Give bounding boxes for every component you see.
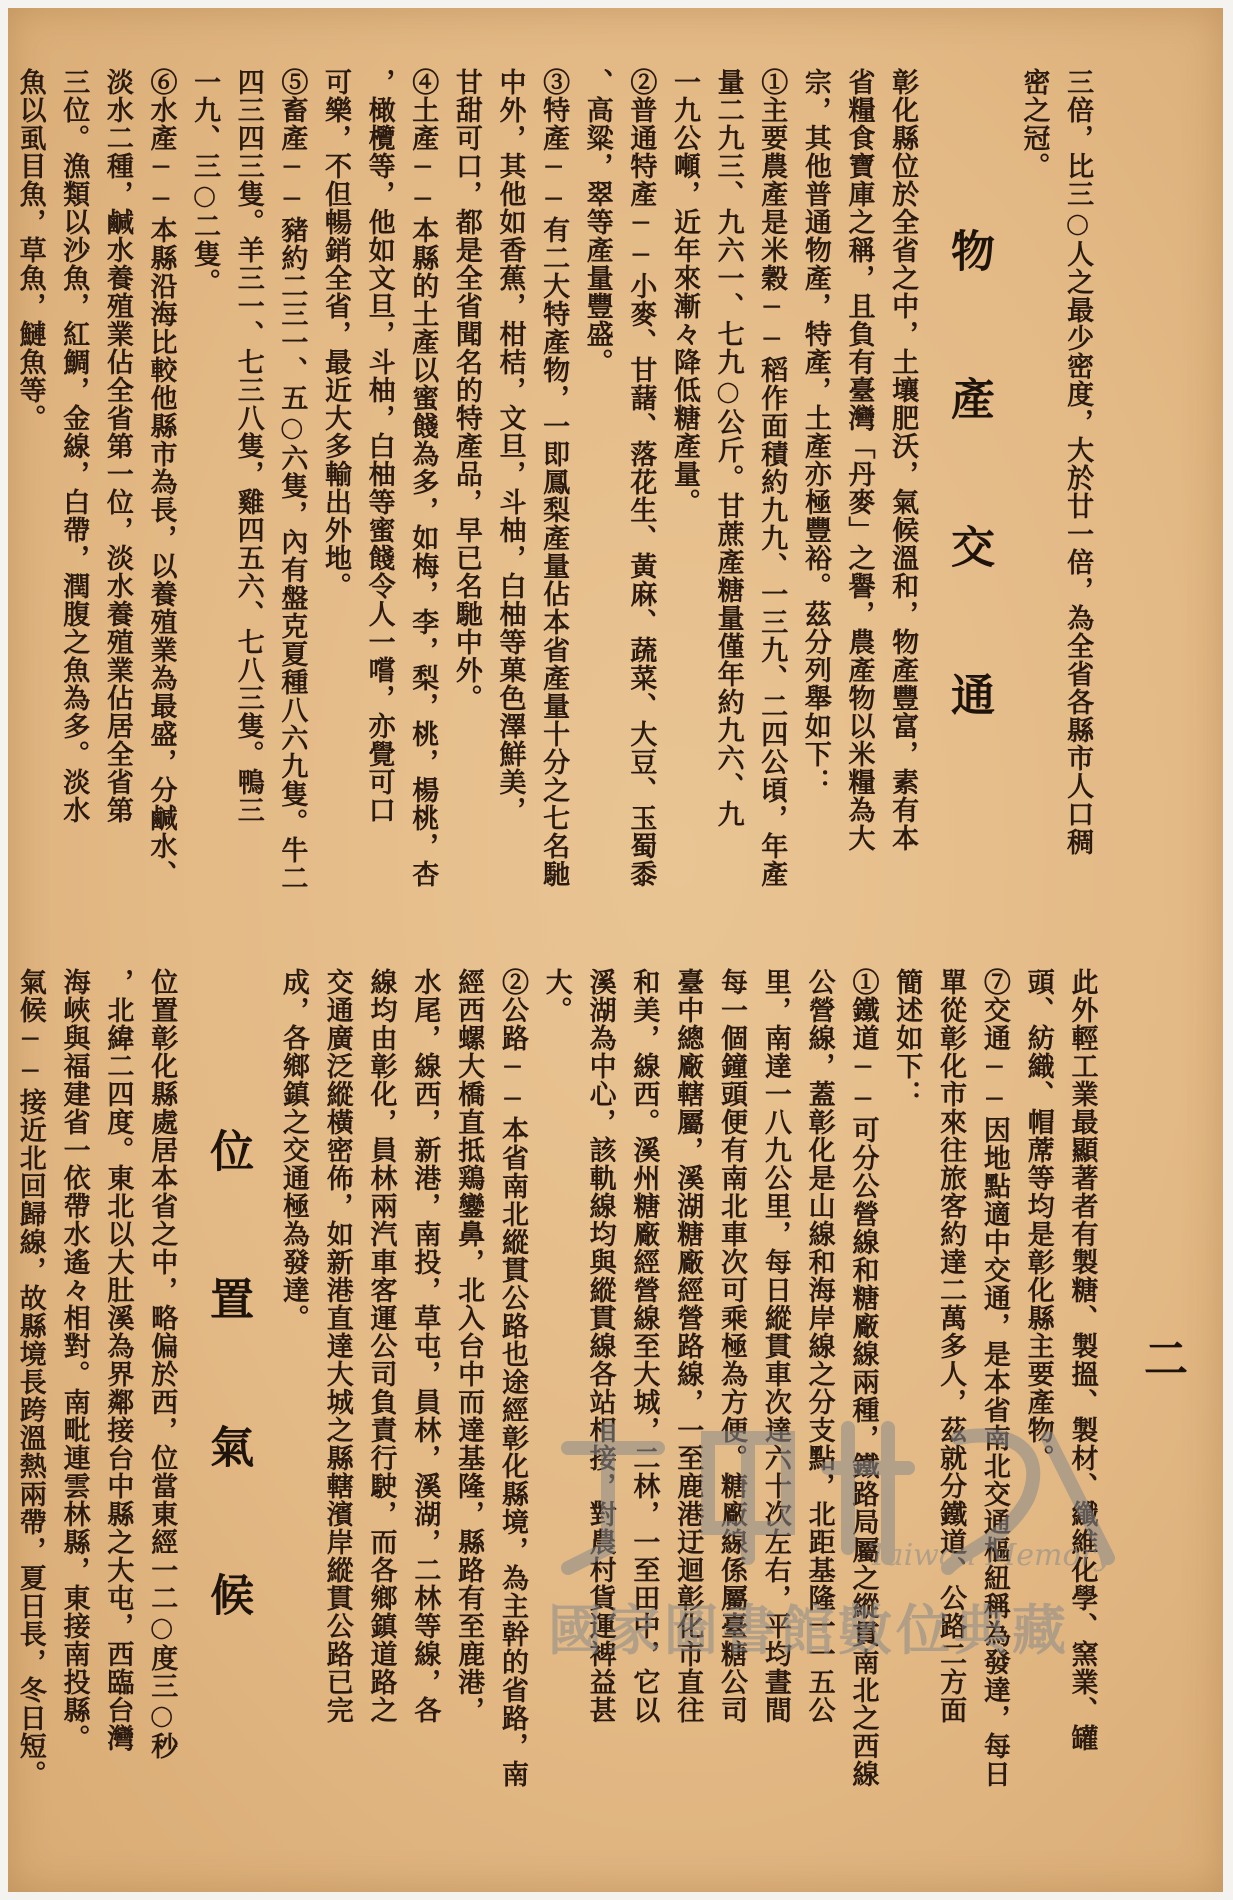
top-text-block	[8, 68, 1223, 918]
text-column: ⑤畜產──豬約二三一、五○六隻，內有盤克夏種八六九隻。牛二	[276, 68, 308, 892]
text-column: 臺中總廠轄屬，溪湖糖廠經營路線，一至鹿港迂迴彰化市直往	[672, 968, 704, 1724]
top-margin	[1099, 68, 1223, 918]
text-column: 宗，其他普通物產，特產，土產亦極豐裕。茲分列舉如下：	[799, 68, 831, 796]
text-column: ，橄欖等，他如文旦，斗柚，白柚等蜜餞令人一嚐，亦覺可口	[363, 68, 395, 824]
text-column: ①主要農產是米穀──稻作面積約九九、一三九、二四公頃，年產	[756, 68, 788, 888]
text-column: 單從彰化市來往旅客約達二萬多人，茲就分鐵道、公路二方面	[935, 968, 967, 1724]
text-column: 里，南達一八九公里，每日縱貫車次達六十次左右，平均晝間	[759, 968, 791, 1724]
text-column: 淡水二種，鹹水養殖業佔全省第一位，淡水養殖業佔居全省第	[101, 68, 133, 824]
text-column: 密之冠。	[1018, 68, 1050, 180]
text-column: 省糧食寶庫之稱，且負有臺灣「丹麥」之譽，農產物以米糧為大	[843, 68, 875, 852]
bottom-text-block	[8, 968, 1223, 1848]
text-column: 位置彰化縣處居本省之中，略偏於西，位當東經一二○度三○秒	[146, 968, 178, 1760]
bottom-margin	[1104, 968, 1223, 1848]
text-column: 一九、三○二隻。	[189, 68, 221, 296]
text-column: ③特產──有二大特產物，一即鳳梨產量佔本省產量十分之七名馳	[538, 68, 570, 888]
text-column: 四三四三隻。羊三一、七三八隻，雞四五六、七八三隻。鴨三	[232, 68, 264, 824]
text-column: 可樂，不但暢銷全省，最近大多輸出外地。	[319, 68, 351, 600]
text-column: ②公路──本省南北縱貫公路也途經彰化縣境，為主幹的省路，南	[496, 968, 528, 1788]
text-column: 此外輕工業最顯著者有製糖、製搵、製材、纖維化學、窯業、罐	[1066, 968, 1098, 1752]
text-column	[998, 68, 1012, 918]
watermark-subtitle: Taiwan Memory	[868, 1538, 1112, 1573]
section-heading: 物 產 交 通	[942, 228, 994, 746]
section-heading: 位 置 氣 候	[202, 1128, 254, 1646]
text-column: 三倍，比三○人之最少密度，大於廿一倍，為全省各縣市人口稠	[1062, 68, 1094, 856]
text-column: 甘甜可口，都是全省聞名的特產品，早已名馳中外。	[450, 68, 482, 712]
text-column: 溪湖為中心，該軌線均與縱貫線各站相接，對農村貨運裨益甚	[584, 968, 616, 1724]
text-column: 每一個鐘頭便有南北車次可乘極為方便。糖廠線係屬臺糖公司	[716, 968, 748, 1724]
text-column: 水尾，線西，新港，南投，草屯，員林，溪湖，二林等線，各	[409, 968, 441, 1724]
text-column: 氣候──接近北回歸線，故縣境長跨溫熱兩帶，夏日長，冬日短。	[14, 968, 46, 1788]
text-column: 中外，其他如香蕉，柑桔，文旦，斗柚，白柚等菓色澤鮮美，	[494, 68, 526, 824]
text-column: ⑥水產──本縣沿海比較他縣市為長，以養殖業為最盛，分鹹水、	[145, 68, 177, 888]
text-column: 魚以虱目魚，草魚，鰱魚等。	[14, 68, 46, 432]
text-column: 大。	[540, 968, 572, 1024]
text-column: 交通廣泛縱橫密佈，如新港直達大城之縣轄濱岸縱貫公路已完	[321, 968, 353, 1724]
text-column: 線均由彰化，員林兩汽車客運公司負責行駛，而各鄉鎮道路之	[365, 968, 397, 1724]
text-column: 成，各鄉鎮之交通極為發達。	[277, 968, 309, 1332]
text-column: ④土產──本縣的土產以蜜餞為多，如梅，李，梨，桃，楊桃，杏	[407, 68, 439, 888]
document-page	[8, 8, 1223, 1892]
text-column: 三位。漁類以沙魚，紅鯛，金線，白帶，潤腹之魚為多。淡水	[58, 68, 90, 824]
text-column: 、高粱，翠等產量豐盛。	[581, 68, 613, 376]
text-column: ①鐵道──可分公營線和糖廠線兩種，鐵路局屬之縱貫南北之西線	[847, 968, 879, 1788]
text-column	[183, 968, 197, 1848]
text-column: 簡述如下：	[891, 968, 923, 1108]
text-column: 和美，線西。溪州糖廠經營線至大城，二林，一至田中，它以	[628, 968, 660, 1724]
text-column	[924, 68, 938, 918]
text-column: 彰化縣位於全省之中，土壤肥沃，氣候溫和，物產豐富，素有本	[887, 68, 919, 852]
text-column	[257, 968, 271, 1848]
text-column: ②普通特產──小麥、甘藷、落花生、黃麻、蔬菜、大豆、玉蜀黍	[625, 68, 657, 888]
text-column: 海峽與福建省一依帶水遙々相對。南毗連雲林縣，東接南投縣。	[58, 968, 90, 1752]
text-column: 公營線，蓋彰化是山線和海岸線之分支點，北距基隆一一五公	[803, 968, 835, 1724]
page-number: 二	[1144, 1334, 1188, 1385]
text-column: 頭、紡織、帽蓆等均是彰化縣主要產物。	[1022, 968, 1054, 1472]
text-column: ，北緯二四度。東北以大肚溪為界鄰接台中縣之大屯，西臨台灣	[102, 968, 134, 1752]
text-column: 量二九三、九六一、七九○公斤。甘蔗產糖量僅年約九六、九	[712, 68, 744, 828]
text-column: 一九公噸，近年來漸々降低糖產量。	[668, 68, 700, 516]
watermark-title: 國家圖書館數位典藏	[548, 1599, 1070, 1662]
text-column: 經西螺大橋直抵鶏鑾鼻，北入台中而達基隆，縣路有至鹿港，	[453, 968, 485, 1724]
text-column: ⑦交通──因地點適中交通，是本省南北交通樞紐稱為發達，每日	[978, 968, 1010, 1788]
